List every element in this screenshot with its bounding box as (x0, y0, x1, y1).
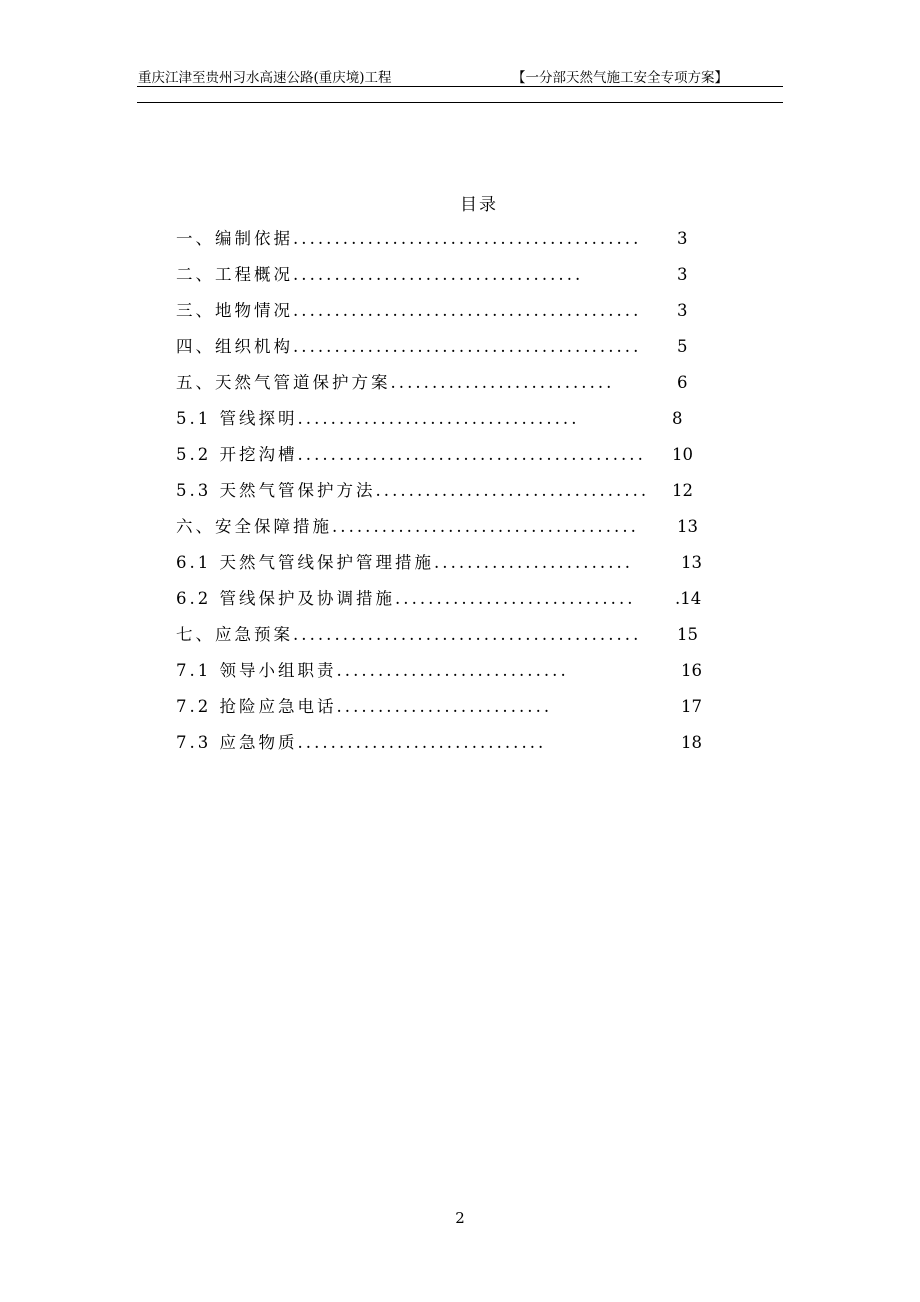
header-project-title: 重庆江津至贵州习水高速公路(重庆境)工程 (138, 70, 392, 86)
toc-entry-page: 10 (672, 445, 693, 464)
toc-entry-page: 5 (677, 337, 688, 356)
toc-entry-leader: ............................ (336, 661, 569, 680)
toc-entry-label: 三、地物情况 (176, 301, 293, 320)
toc-entry[interactable] (176, 731, 546, 755)
toc-entry-label: 6.2 管线保护及协调措施 (176, 589, 395, 608)
toc-entry-leader: .......................... (336, 697, 553, 716)
toc-entry-leader: ................................... (293, 265, 584, 284)
toc-entry-leader: .......................................... (293, 337, 642, 356)
toc-entry[interactable] (176, 227, 641, 251)
toc-entry[interactable] (176, 659, 569, 683)
toc-entry[interactable] (176, 335, 641, 359)
toc-entry-page: 3 (677, 301, 688, 320)
toc-entry-label: 二、工程概况 (176, 265, 293, 284)
toc-entry-label: 5.2 开挖沟槽 (176, 445, 298, 464)
toc-entry-leader: .................................. (297, 409, 580, 428)
toc-entry-page: .14 (675, 589, 702, 608)
toc-entry-leader: .............................. (297, 733, 547, 752)
toc-entry[interactable] (176, 299, 641, 323)
toc-entry[interactable] (176, 371, 614, 395)
toc-entry-page: 18 (681, 733, 702, 752)
toc-entry-leader: ........................... (390, 373, 615, 392)
toc-title: 目录 (460, 195, 498, 215)
toc-entry-page: 17 (681, 697, 702, 716)
toc-entry-label: 六、安全保障措施 (176, 517, 332, 536)
toc-entry-leader: ........................ (434, 553, 634, 572)
toc-entry-label: 7.1 领导小组职责 (176, 661, 337, 680)
toc-entry-page: 3 (677, 265, 688, 284)
toc-entry-label: 七、应急预案 (176, 625, 293, 644)
toc-entry-page: 8 (672, 409, 683, 428)
toc-entry[interactable] (176, 263, 583, 287)
toc-entry-leader: ..................................... (332, 517, 639, 536)
toc-entry-leader: .......................................... (293, 301, 642, 320)
toc-entry[interactable] (176, 407, 580, 431)
toc-entry-page: 13 (677, 517, 698, 536)
toc-entry-page: 13 (681, 553, 702, 572)
toc-entry-leader: .......................................... (293, 625, 642, 644)
page-number: 2 (455, 1209, 465, 1227)
toc-entry-page: 3 (677, 229, 688, 248)
toc-entry[interactable] (176, 695, 552, 719)
toc-entry-page: 16 (681, 661, 702, 680)
toc-entry[interactable] (176, 587, 636, 611)
toc-entry-label: 四、组织机构 (176, 337, 293, 356)
toc-entry[interactable] (176, 623, 641, 647)
toc-entry-leader: ............................. (395, 589, 636, 608)
toc-entry-label: 6.1 天然气管线保护管理措施 (176, 553, 434, 572)
toc-entry-leader: ................................. (375, 481, 650, 500)
toc-entry[interactable] (176, 515, 639, 539)
toc-entry-label: 5.1 管线探明 (176, 409, 298, 428)
toc-entry-label: 一、编制依据 (176, 229, 293, 248)
toc-entry[interactable] (176, 551, 633, 575)
toc-entry-label: 7.2 抢险应急电话 (176, 697, 337, 716)
toc-entry-leader: .......................................... (297, 445, 646, 464)
toc-entry[interactable] (176, 443, 646, 467)
header-document-title: 【一分部天然气施工安全专项方案】 (512, 70, 728, 86)
toc-entry-label: 五、天然气管道保护方案 (176, 373, 391, 392)
toc-entry-page: 15 (677, 625, 698, 644)
toc-entry[interactable] (176, 479, 649, 503)
toc-entry-page: 12 (672, 481, 693, 500)
toc-entry-label: 5.3 天然气管保护方法 (176, 481, 376, 500)
toc-entry-leader: .......................................... (293, 229, 642, 248)
toc-entry-page: 6 (677, 373, 688, 392)
toc-entry-label: 7.3 应急物质 (176, 733, 298, 752)
